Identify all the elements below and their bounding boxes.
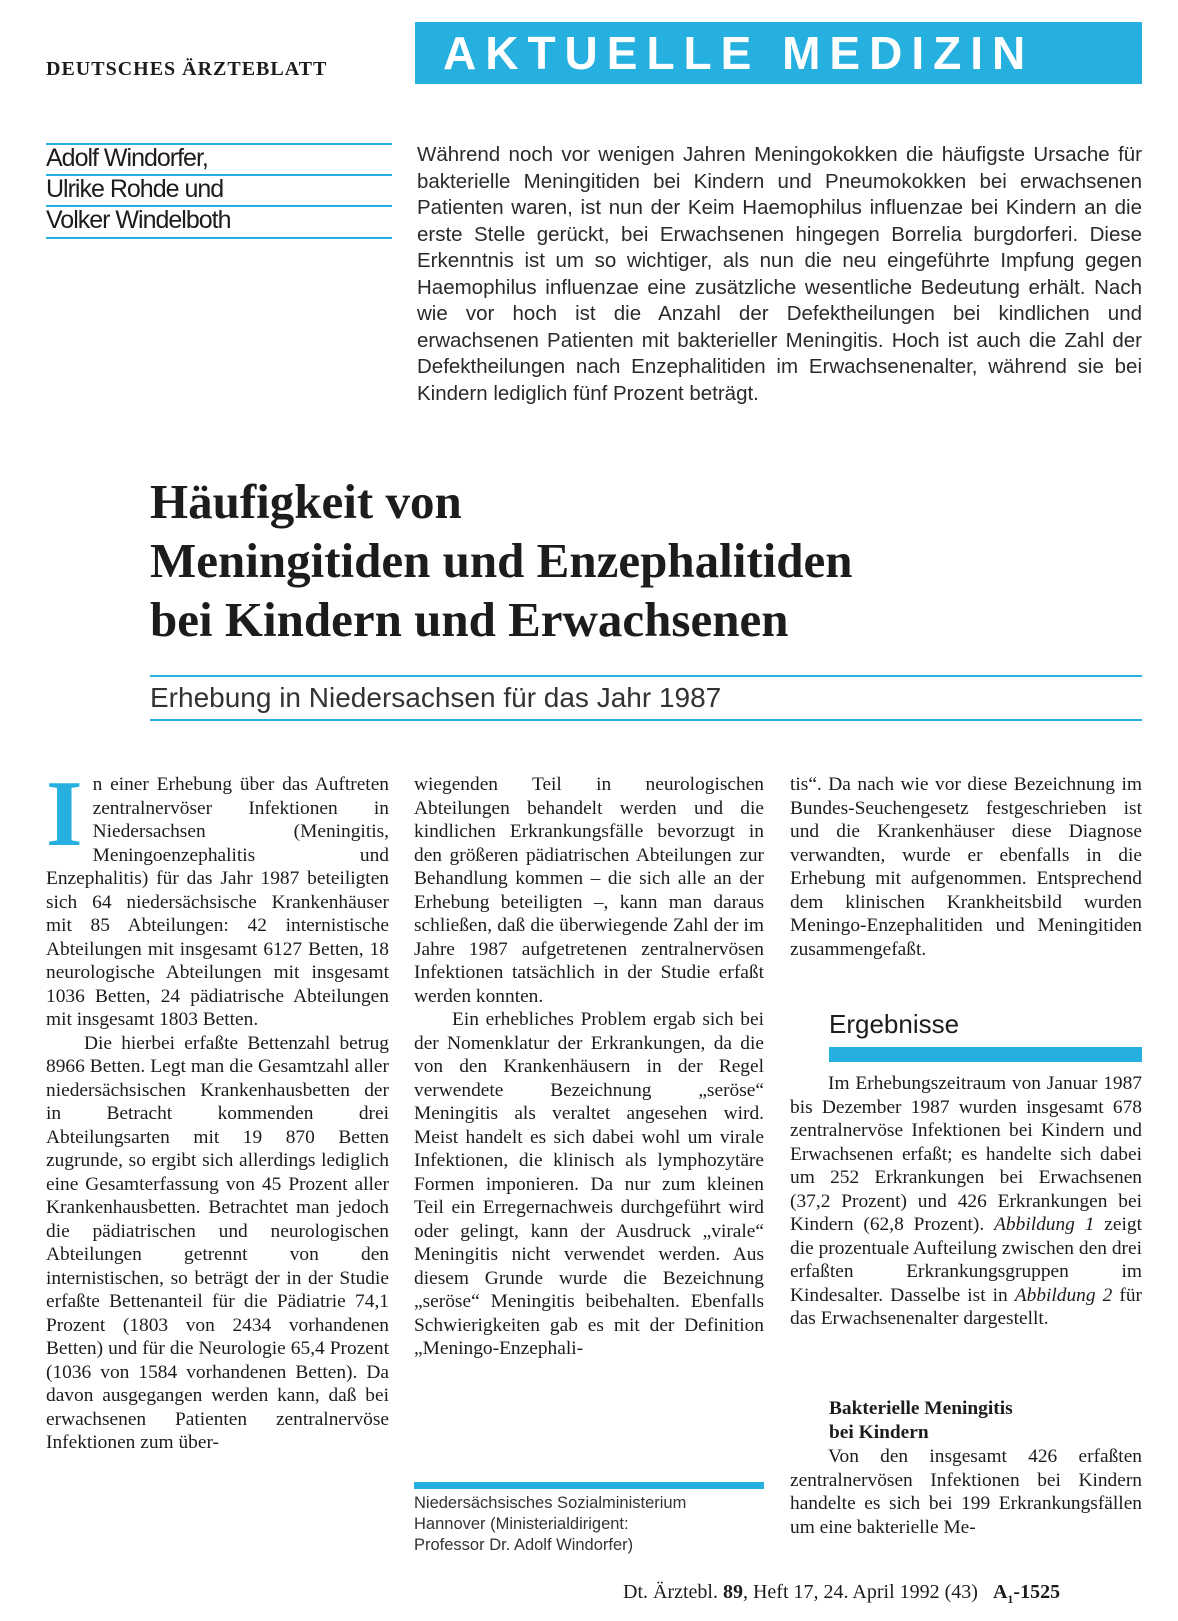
author-name: Ulrike Rohde und: [46, 175, 224, 203]
page-number: $A_1-1525$: [992, 1581, 1061, 1606]
figure-reference: Abbildung 2: [1014, 1284, 1113, 1306]
body-column-3: [790, 773, 1142, 961]
title-line: Häufigkeit von: [150, 474, 462, 529]
body-column-1: [46, 762, 389, 1455]
body-paragraph: Die hierbei erfaßte Bettenzahl betrug 8966 Betten. Legt man die Gesamtzahl aller niedersächsischen Krankenhausbetten der in Betracht kommenden drei Abteilungsarten mit 19 870 Betten zugrunde, so ergibt sich allerdings lediglich eine Gesamterfassung von 45 Prozent aller Krankenhausbetten. Betrachtet man jedoch die pädiatrischen und neurologischen Abteilungen getrennt von den internistischen, so beträgt der in der Studie erfaßte Bettenanteil für die Pädiatrie 74,1 Prozent (1803 von 2434 vorhandenen Betten) und für die Neurologie 65,4 Prozent (1036 von 1584 vorhandenen Betten). Da davon ausgegangen werden kann, daß bei erwachsenen Patienten zentralnervöse Infektionen zum über-: [46, 1032, 389, 1453]
journal-name: DEUTSCHES ÄRZTEBLATT: [46, 58, 328, 80]
author-affiliation: Niedersächsisches Sozialministerium Hannover (Ministerialdirigent: Professor Dr. Adolf Windorfer): [414, 1494, 687, 1554]
section-heading-results: Ergebnisse: [829, 1009, 960, 1039]
body-paragraph: wiegenden Teil in neurologischen Abteilungen behandelt werden und die kindlichen Erkrankungsfälle bevorzugt in den größeren pädiatrischen Abteilungen zur Behandlung kommen – die sich alle an der Erhebung beteiligten –, kann man daraus schließen, daß die überwiegende Zahl der im Jahre 1987 aufgetretenen zentralnervösen Infektionen tatsächlich in der Studie erfaßt werden konnten.: [414, 774, 764, 1007]
section-banner: [415, 22, 1142, 84]
article-subtitle: Erhebung in Niedersachsen für das Jahr 1987: [150, 682, 722, 713]
abstract: Während noch vor wenigen Jahren Meningokokken die häufigste Ursache für bakterielle Meningitiden bei Kindern und Pneumokokken bei erwachsenen Patienten waren, ist nun der Keim Haemophilus influenzae bei Kindern an die erste Stelle gerückt, bei Erwachsenen hingegen Borrelia burgdorferi. Diese Erkenntnis ist um so wichtiger, als nun die neu eingeführte Impfung gegen Haemophilus influenzae eine zusätzliche wesentliche Bedeutung erhält. Nach wie vor hoch ist die Anzahl der Defektheilungen bei kindlichen und erwachsenen Patienten mit bakterieller Meningitis. Hoch ist auch die Zahl der Defektheilungen nach Enzephalitiden im Erwachsenenalter, während sie bei Kindern lediglich fünf Prozent beträgt.: [417, 143, 1142, 405]
footnote-rule: [414, 1482, 764, 1489]
drop-cap: I: [46, 762, 83, 866]
subsection-heading: Bakterielle Meningitis bei Kindern: [829, 1398, 1013, 1443]
body-paragraph: In einer Erhebung über das Auftreten zentralnervöser Infektionen in Niedersachsen (Meningitis, Meningoenzephalitis und Enzephalitis) für das Jahr 1987 beteiligten sich 64 niedersächsische Krankenhäuser mit 85 Abteilungen: 42 internistische Abteilungen mit insgesamt 6127 Betten, 18 neurologische Abteilungen mit insgesamt 1036 Betten, 24 pädiatrische Abteilungen mit insgesamt 1803 Betten.: [46, 762, 389, 1030]
body-paragraph: Von den insgesamt 426 erfaßten zentralnervösen Infektionen bei Kindern handelte es sich bei 199 Erkrankungsfällen um eine bakterielle Me-: [790, 1446, 1142, 1538]
author-name: Adolf Windorfer,: [46, 144, 208, 172]
subtitle-rule: [150, 675, 1142, 677]
author-name: Volker Windelboth: [46, 206, 231, 234]
author-rule: [46, 237, 392, 239]
body-column-2: [414, 773, 764, 1361]
section-heading-bar: [829, 1047, 1142, 1062]
title-line: Meningitiden und Enzephalitiden: [150, 533, 853, 588]
subtitle-rule: [150, 719, 1142, 721]
article-title: [150, 472, 1140, 649]
page-footer: Dt. Ärztebl. 89, Heft 17, 24. April 1992 (43) $A_1-1525$: [623, 1581, 1061, 1606]
title-line: bei Kindern und Erwachsenen: [150, 592, 789, 647]
results-paragraph: Im Erhebungszeitraum von Januar 1987 bis Dezember 1987 wurden insgesamt 678 zentralnervöse Infektionen bei Kindern und Erwachsenen erfaßt; es handelte sich dabei um 252 Erkrankungen bei Erwachsenen (37,2 Prozent) und 426 Erkrankungen bei Kindern (62,8 Prozent). Abbildung 1 zeigt die prozentuale Aufteilung zwischen den drei erfaßten Erkrankungsgruppen im Kindesalter. Dasselbe ist in Abbildung 2 für das Erwachsenenalter dargestellt.: [790, 1073, 1142, 1329]
section-title: AKTUELLE MEDIZIN: [443, 27, 1035, 79]
figure-reference: Abbildung 1: [994, 1214, 1095, 1235]
body-paragraph: tis“. Da nach wie vor diese Bezeichnung im Bundes-Seuchengesetz festgeschrieben ist und die Krankenhäuser diese Diagnose verwandten, wurde er ebenfalls in die Erhebung mit aufgenommen. Entsprechend dem klinischen Krankheitsbild wurden Meningo-Enzephalitiden und Meningitiden zusammengefaßt.: [790, 774, 1142, 960]
body-paragraph: Ein erhebliches Problem ergab sich bei der Nomenklatur der Erkrankungen, da die von den Krankenhäusern in der Regel verwendete Bezeichnung „seröse“ Meningitis als veraltet angesehen wird. Meist handelt es sich dabei wohl um virale Infektionen, die klinisch als lymphozytäre Formen imponieren. Da nur zum kleinen Teil ein Erregernachweis durchgeführt wird oder gelingt, kann der Ausdruck „virale“ Meningitis nicht verwendet werden. Aus diesem Grunde wurde die Bezeichnung „seröse“ Meningitis beibehalten. Ebenfalls Schwierigkeiten gab es mit der Definition „Meningo-Enzephali-: [414, 1009, 764, 1359]
